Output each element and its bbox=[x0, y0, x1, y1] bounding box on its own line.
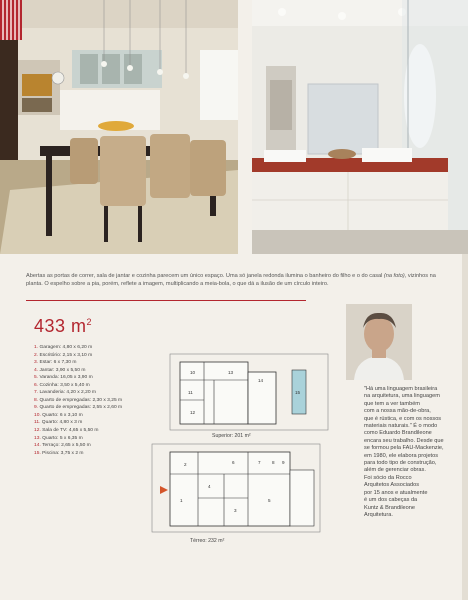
room-number: 15. bbox=[34, 450, 41, 456]
room-number: 8. bbox=[34, 397, 39, 403]
plan-room-13: 13 bbox=[228, 370, 234, 375]
room-description: Sala de TV: 4,65 x 5,50 m bbox=[42, 428, 99, 434]
room-item bbox=[34, 389, 122, 397]
plan-room-15: 15 bbox=[295, 390, 301, 395]
room-item bbox=[34, 427, 122, 435]
total-area-heading bbox=[34, 316, 92, 337]
room-item bbox=[34, 435, 122, 443]
quote-line: além de gerenciar obras. bbox=[364, 467, 426, 474]
room-item bbox=[34, 450, 122, 458]
room-number: 4. bbox=[34, 367, 39, 373]
plan-room-1: 1 bbox=[180, 498, 183, 503]
area-unit-superscript: 2 bbox=[86, 317, 93, 327]
room-number: 5. bbox=[34, 375, 39, 381]
upper-floor-label: Superior: 201 m² bbox=[212, 433, 251, 439]
room-legend bbox=[34, 344, 122, 457]
plan-room-11: 11 bbox=[188, 390, 193, 395]
plan-room-10: 10 bbox=[190, 370, 196, 375]
room-item bbox=[34, 359, 122, 367]
quote-line: Foi sócio da Rocco bbox=[364, 474, 412, 481]
room-description: Escritório: 2,15 x 3,10 m bbox=[39, 352, 93, 358]
room-number: 11. bbox=[34, 420, 41, 426]
plan-room-6: 6 bbox=[232, 460, 235, 465]
room-number: 12. bbox=[34, 428, 41, 434]
room-number: 13. bbox=[34, 435, 41, 441]
room-number: 7. bbox=[34, 390, 39, 396]
room-description: Quarto: 6 x 3,10 m bbox=[42, 412, 83, 418]
plan-room-4: 4 bbox=[208, 484, 211, 489]
plan-room-2: 2 bbox=[184, 462, 187, 467]
room-description: Quarto: 5 x 6,35 m bbox=[42, 435, 83, 441]
room-description: Jantar: 3,90 x 5,50 m bbox=[39, 367, 86, 373]
quote-line: encara seu trabalho. Desde que bbox=[364, 437, 444, 444]
quote-line: em 1980, ele elabora projetos bbox=[364, 452, 439, 459]
room-number: 2. bbox=[34, 352, 39, 358]
portrait-illustration bbox=[346, 304, 412, 380]
quote-line: por 15 anos e atualmente bbox=[364, 489, 428, 496]
quote-line: que tem a ver também bbox=[364, 400, 420, 407]
plan-room-12: 12 bbox=[190, 410, 196, 415]
quote-line: materiais naturais." É o modo bbox=[364, 423, 438, 430]
bathroom-scene-illustration bbox=[252, 0, 468, 254]
quote-line: na arquitetura, uma linguagem bbox=[364, 393, 440, 400]
caption-text: Abertas as portas de correr, sala de jantar e cozinha parecem um único espaço. Uma só janela redonda ilumina o banheiro do filho e o do casal bbox=[26, 272, 384, 279]
room-item bbox=[34, 412, 122, 420]
area-value: 433 m bbox=[34, 316, 87, 336]
quote-line: Kuntz & Brandileone Arquitetura. bbox=[364, 504, 415, 518]
room-number: 1. bbox=[34, 345, 39, 350]
plan-room-3: 3 bbox=[234, 508, 237, 513]
plan-room-9: 9 bbox=[282, 460, 285, 465]
architect-portrait bbox=[346, 304, 412, 380]
room-number: 6. bbox=[34, 382, 39, 388]
quote-line: com a nossa mão-de-obra, bbox=[364, 408, 431, 415]
room-number: 3. bbox=[34, 360, 39, 366]
room-description: Quarto: 4,80 x 3 m bbox=[41, 420, 83, 426]
page-edge bbox=[462, 254, 468, 600]
room-item bbox=[34, 367, 122, 375]
ground-floor-label: Térreo: 232 m² bbox=[190, 538, 225, 544]
room-item bbox=[34, 419, 122, 427]
upper-floor-plan bbox=[152, 352, 332, 440]
caption-italic: (na foto) bbox=[383, 272, 405, 279]
room-item bbox=[34, 352, 122, 360]
room-description: Cozinha: 3,50 x 5,40 m bbox=[39, 382, 90, 388]
room-description: Quarto de empregadas: 2,55 x 2,60 m bbox=[39, 405, 123, 411]
room-description: Estar: 6 x 7,30 m bbox=[39, 360, 77, 366]
room-description: Garagem: 4,80 x 6,20 m bbox=[39, 345, 93, 350]
decorative-stripes bbox=[0, 0, 22, 40]
quote-line: que é rústica, e com os nossos bbox=[364, 415, 442, 422]
quote-line: Arquitetos Associados bbox=[364, 482, 420, 489]
plan-room-14: 14 bbox=[258, 378, 264, 383]
quote-line: para todo tipo de construção, bbox=[364, 460, 437, 467]
dining-scene-illustration bbox=[0, 0, 238, 254]
ground-floor-plan bbox=[148, 440, 324, 536]
quote-line: se formou pela FAU-Mackenzie, bbox=[364, 445, 444, 452]
room-number: 9. bbox=[34, 405, 39, 411]
room-item bbox=[34, 374, 122, 382]
plan-room-7: 7 bbox=[258, 460, 261, 465]
room-item bbox=[34, 382, 122, 390]
quote-line: como Eduardo Brandileone bbox=[364, 430, 432, 437]
architect-bio-quote bbox=[364, 386, 444, 519]
room-description: Lavanderia: 4,20 x 2,20 m bbox=[39, 390, 97, 396]
plan-room-5: 5 bbox=[268, 498, 271, 503]
room-number: 14. bbox=[34, 443, 41, 449]
room-item bbox=[34, 344, 122, 352]
room-item bbox=[34, 404, 122, 412]
section-divider bbox=[26, 300, 306, 301]
caption-text-end: , vizinhos na planta. O espelho sobre a pia, porém, reflete a imagem, multiplicando a meia-bola, o que dá a ilusão de um círculo inteiro. bbox=[26, 272, 436, 287]
room-item bbox=[34, 442, 122, 450]
room-description: Varanda: 16,05 x 3,90 m bbox=[39, 375, 93, 381]
quote-line: é um dos cabeças da bbox=[364, 497, 418, 504]
room-item bbox=[34, 397, 122, 405]
quote-line: "Há uma linguagem brasileira bbox=[364, 386, 438, 392]
bathroom-photo bbox=[252, 0, 468, 254]
room-description: Quarto de empregadas: 2,30 x 3,25 m bbox=[39, 397, 123, 403]
room-description: Terraço: 2,65 x 5,50 m bbox=[42, 443, 91, 449]
room-number: 10. bbox=[34, 412, 41, 418]
plan-room-8: 8 bbox=[272, 460, 275, 465]
photo-caption bbox=[26, 272, 444, 288]
room-description: Piscina: 3,75 x 2 m bbox=[42, 450, 84, 456]
entrance-arrow-icon bbox=[160, 486, 168, 494]
dining-kitchen-photo bbox=[0, 0, 238, 254]
